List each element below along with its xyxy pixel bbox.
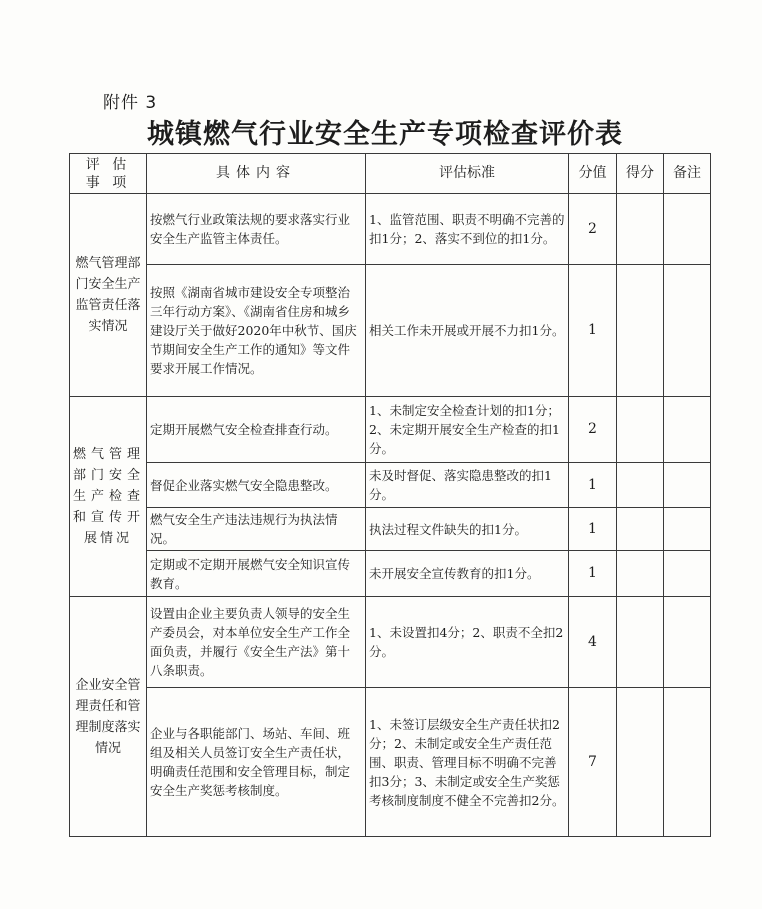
header-score: 得分 [617, 154, 664, 194]
remarks-cell[interactable] [664, 508, 711, 551]
criteria-cell: 执法过程文件缺失的扣1分。 [366, 508, 569, 551]
table-row [70, 597, 711, 688]
points-cell: 1 [569, 265, 617, 397]
criteria-cell: 1、监管范围、职责不明确不完善的扣1分；2、落实不到位的扣1分。 [366, 194, 569, 265]
content-cell: 督促企业落实燃气安全隐患整改。 [147, 463, 366, 508]
content-cell: 按燃气行业政策法规的要求落实行业安全生产监管主体责任。 [147, 194, 366, 265]
score-cell[interactable] [617, 463, 664, 508]
header-remarks: 备注 [664, 154, 711, 194]
score-cell[interactable] [617, 688, 664, 837]
remarks-cell[interactable] [664, 194, 711, 265]
category-cell: 燃气管理部门安全生产检查和宣传开展情况 [70, 397, 147, 597]
content-cell: 定期或不定期开展燃气安全知识宣传教育。 [147, 551, 366, 597]
criteria-cell: 未及时督促、落实隐患整改的扣1分。 [366, 463, 569, 508]
document-title: 城镇燃气行业安全生产专项检查评价表 [147, 119, 623, 150]
category-cell: 企业安全管理责任和管理制度落实情况 [70, 597, 147, 837]
content-cell: 设置由企业主要负责人领导的安全生产委员会，对本单位安全生产工作全面负责，并履行《安全生产法》第十八条职责。 [147, 597, 366, 688]
remarks-cell[interactable] [664, 463, 711, 508]
score-cell[interactable] [617, 508, 664, 551]
criteria-cell: 1、未签订层级安全生产责任状扣2分；2、未制定或安全生产责任范围、职责、管理目标不明确不完善扣3分；3、未制定或安全生产奖惩考核制度制度不健全不完善扣2分。 [366, 688, 569, 837]
category-cell: 燃气管理部门安全生产监管责任落实情况 [70, 194, 147, 397]
points-cell: 1 [569, 551, 617, 597]
points-cell: 4 [569, 597, 617, 688]
table-row [70, 508, 711, 551]
points-cell: 1 [569, 508, 617, 551]
remarks-cell[interactable] [664, 397, 711, 463]
criteria-cell: 1、未制定安全检查计划的扣1分；2、未定期开展安全生产检查的扣1分。 [366, 397, 569, 463]
remarks-cell[interactable] [664, 551, 711, 597]
content-cell: 燃气安全生产违法违规行为执法情况。 [147, 508, 366, 551]
score-cell[interactable] [617, 597, 664, 688]
criteria-cell: 1、未设置扣4分；2、职责不全扣2分。 [366, 597, 569, 688]
table-row [70, 265, 711, 397]
remarks-cell[interactable] [664, 265, 711, 397]
attachment-label: 附件 3 [103, 93, 158, 113]
evaluation-table [69, 153, 711, 837]
points-cell: 2 [569, 194, 617, 265]
score-cell[interactable] [617, 397, 664, 463]
table-row [70, 551, 711, 597]
criteria-cell: 相关工作未开展或开展不力扣1分。 [366, 265, 569, 397]
table-row [70, 194, 711, 265]
table-row [70, 397, 711, 463]
header-item-line1: 评 估 [85, 156, 131, 173]
header-criteria: 评估标准 [366, 154, 569, 194]
criteria-cell: 未开展安全宣传教育的扣1分。 [366, 551, 569, 597]
content-cell: 按照《湖南省城市建设安全专项整治三年行动方案》、《湖南省住房和城乡建设厅关于做好2020年中秋节、国庆节期间安全生产工作的通知》等文件要求开展工作情况。 [147, 265, 366, 397]
header-row [70, 154, 711, 194]
content-cell: 定期开展燃气安全检查排查行动。 [147, 397, 366, 463]
header-points: 分值 [569, 154, 617, 194]
points-cell: 1 [569, 463, 617, 508]
score-cell[interactable] [617, 265, 664, 397]
score-cell[interactable] [617, 194, 664, 265]
header-item [70, 154, 147, 194]
table-row [70, 463, 711, 508]
remarks-cell[interactable] [664, 597, 711, 688]
table-row [70, 688, 711, 837]
header-content: 具体内容 [147, 154, 366, 194]
remarks-cell[interactable] [664, 688, 711, 837]
header-item-line2: 事 项 [85, 174, 131, 191]
score-cell[interactable] [617, 551, 664, 597]
points-cell: 7 [569, 688, 617, 837]
points-cell: 2 [569, 397, 617, 463]
content-cell: 企业与各职能部门、场站、车间、班组及相关人员签订安全生产责任状，明确责任范围和安全管理目标，制定安全生产奖惩考核制度。 [147, 688, 366, 837]
